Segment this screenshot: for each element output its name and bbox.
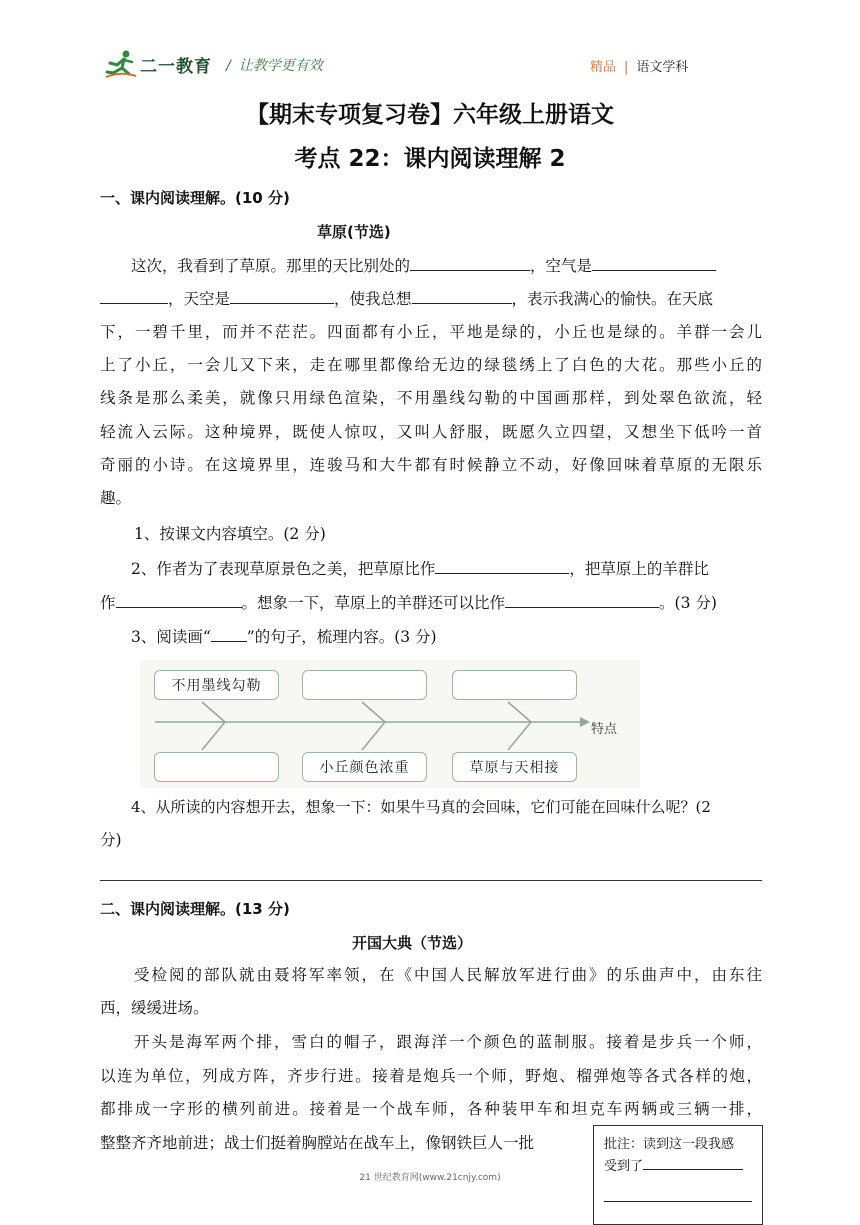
- question-text: 。想象一下，草原上的羊群还可以比作: [241, 594, 506, 612]
- page-footer: 21 世纪教育网(www.21cnjy.com): [359, 1173, 501, 1183]
- annotation-blank-line[interactable]: [604, 1181, 752, 1202]
- question-text: 3、阅读画“: [131, 628, 211, 646]
- annotation-prompt-cont: 受到了: [604, 1159, 644, 1174]
- section1-heading: 一、课内阅读理解。(10 分): [100, 189, 290, 207]
- answer-blank[interactable]: [100, 287, 168, 304]
- passage-text: ，使我总想: [334, 290, 412, 308]
- subject-tag: 语文学科: [636, 60, 689, 75]
- question-text: 。(3 分): [659, 594, 717, 612]
- question-2: [100, 557, 762, 581]
- answer-blank[interactable]: [412, 287, 512, 304]
- answer-blank[interactable]: [592, 254, 716, 271]
- passage-line: 下，一碧千里，而并不茫茫。四面都有小丘，平地是绿的，小丘也是绿的。羊群一会儿: [100, 323, 762, 341]
- annotation-prompt: 批注：读到这一段我感: [604, 1137, 735, 1152]
- passage-line: 受检阅的部队就由聂将军率领，在《中国人民解放军进行曲》的乐曲声中，由东往: [134, 966, 762, 984]
- slogan: [226, 55, 323, 75]
- fishbone-diagram: [140, 660, 640, 788]
- passage-text: ，天空是: [168, 290, 231, 308]
- header-divider: |: [624, 60, 629, 75]
- answer-blank[interactable]: [410, 254, 530, 271]
- passage-line: 奇丽的小诗。在这境界里，连骏马和大牛都有时候静立不动，好像回味着草原的无限乐: [100, 456, 762, 474]
- answer-blank[interactable]: [505, 591, 659, 608]
- passage-line: [100, 254, 762, 278]
- passage-line: [100, 287, 762, 311]
- underline-sample: [211, 625, 247, 642]
- slogan-text: 让教学更有效: [238, 58, 323, 74]
- passage-text: ，表示我满心的愉快。在天底: [511, 290, 714, 308]
- page-subtitle: 考点 22：课内阅读理解 2: [294, 146, 566, 172]
- passage-line: 趣。: [100, 489, 132, 507]
- annotation-blank[interactable]: [643, 1155, 743, 1170]
- passage-line: 整整齐齐地前进；战士们挺着胸膛站在战车上，像钢铁巨人一批: [100, 1134, 535, 1152]
- passage-line: 上了小丘，一会儿又下来，走在哪里都像给无边的绿毯绣上了白色的大花。那些小丘的: [100, 356, 762, 374]
- brand-logo: [104, 46, 212, 82]
- passage-line: 都排成一字形的横列前进。接着是一个战车师，各种装甲车和坦克车两辆或三辆一排，: [100, 1100, 762, 1118]
- passage-line: 开头是海军两个排，雪白的帽子，跟海洋一个颜色的蓝制服。接着是步兵一个师，: [134, 1033, 762, 1051]
- passage-text: 这次，我看到了草原。那里的天比别处的: [131, 257, 411, 275]
- diagram-box-top-1: 不用墨线勾勒: [154, 670, 279, 700]
- quality-tag: 精品: [590, 60, 617, 75]
- question-text: ”的句子，梳理内容。(3 分): [246, 628, 437, 646]
- section1-passage-title: 草原(节选): [317, 223, 391, 241]
- page-title: 【期末专项复习卷】六年级上册语文: [246, 102, 614, 128]
- question-text: 作: [100, 594, 116, 612]
- question-1: 1、按课文内容填空。(2 分): [134, 525, 326, 543]
- question-text: 2、作者为了表现草原景色之美，把草原比作: [131, 560, 436, 578]
- answer-blank[interactable]: [230, 287, 334, 304]
- diagram-box-top-3[interactable]: [452, 670, 577, 700]
- logo-text: 二一教育: [140, 56, 212, 77]
- header-tags: [590, 56, 688, 75]
- diagram-box-bottom-1[interactable]: [154, 752, 279, 782]
- answer-blank[interactable]: [435, 557, 569, 574]
- question-4: [100, 795, 762, 819]
- question-4-cont: 分): [100, 831, 122, 849]
- diagram-arrow-label: 特点: [591, 722, 618, 737]
- question-3: [100, 625, 762, 649]
- section2-passage-title: 开国大典（节选）: [352, 934, 473, 952]
- passage-line: 轻流入云际。这种境界，既使人惊叹，又叫人舒服，既愿久立四望，又想坐下低吟一首: [100, 423, 762, 441]
- passage-text: ，空气是: [530, 257, 593, 275]
- diagram-box-top-2[interactable]: [302, 670, 427, 700]
- slogan-divider: /: [226, 58, 231, 74]
- passage-line: 线条是那么柔美，就像只用绿色渲染，不用墨线勾勒的中国画那样，到处翠色欲流，轻: [100, 389, 762, 407]
- section-divider: [100, 880, 762, 881]
- question-2-cont: [100, 591, 762, 615]
- diagram-box-bottom-3: 草原与天相接: [452, 752, 577, 782]
- question-text: ，把草原上的羊群比: [569, 560, 709, 578]
- diagram-box-bottom-2: 小丘颜色浓重: [302, 752, 427, 782]
- passage-line: 以连为单位，列成方阵，齐步行进。接着是炮兵一个师，野炮、榴弹炮等各式各样的炮，: [100, 1067, 762, 1085]
- passage-line: 西，缓缓进场。: [100, 999, 209, 1017]
- question-text: 4、从所读的内容想开去，想象一下：如果牛马真的会回味，它们可能在回味什么呢？(2: [131, 798, 711, 816]
- runner-logo-icon: [104, 49, 138, 79]
- answer-blank[interactable]: [116, 591, 242, 608]
- section2-heading: 二、课内阅读理解。(13 分): [100, 900, 290, 918]
